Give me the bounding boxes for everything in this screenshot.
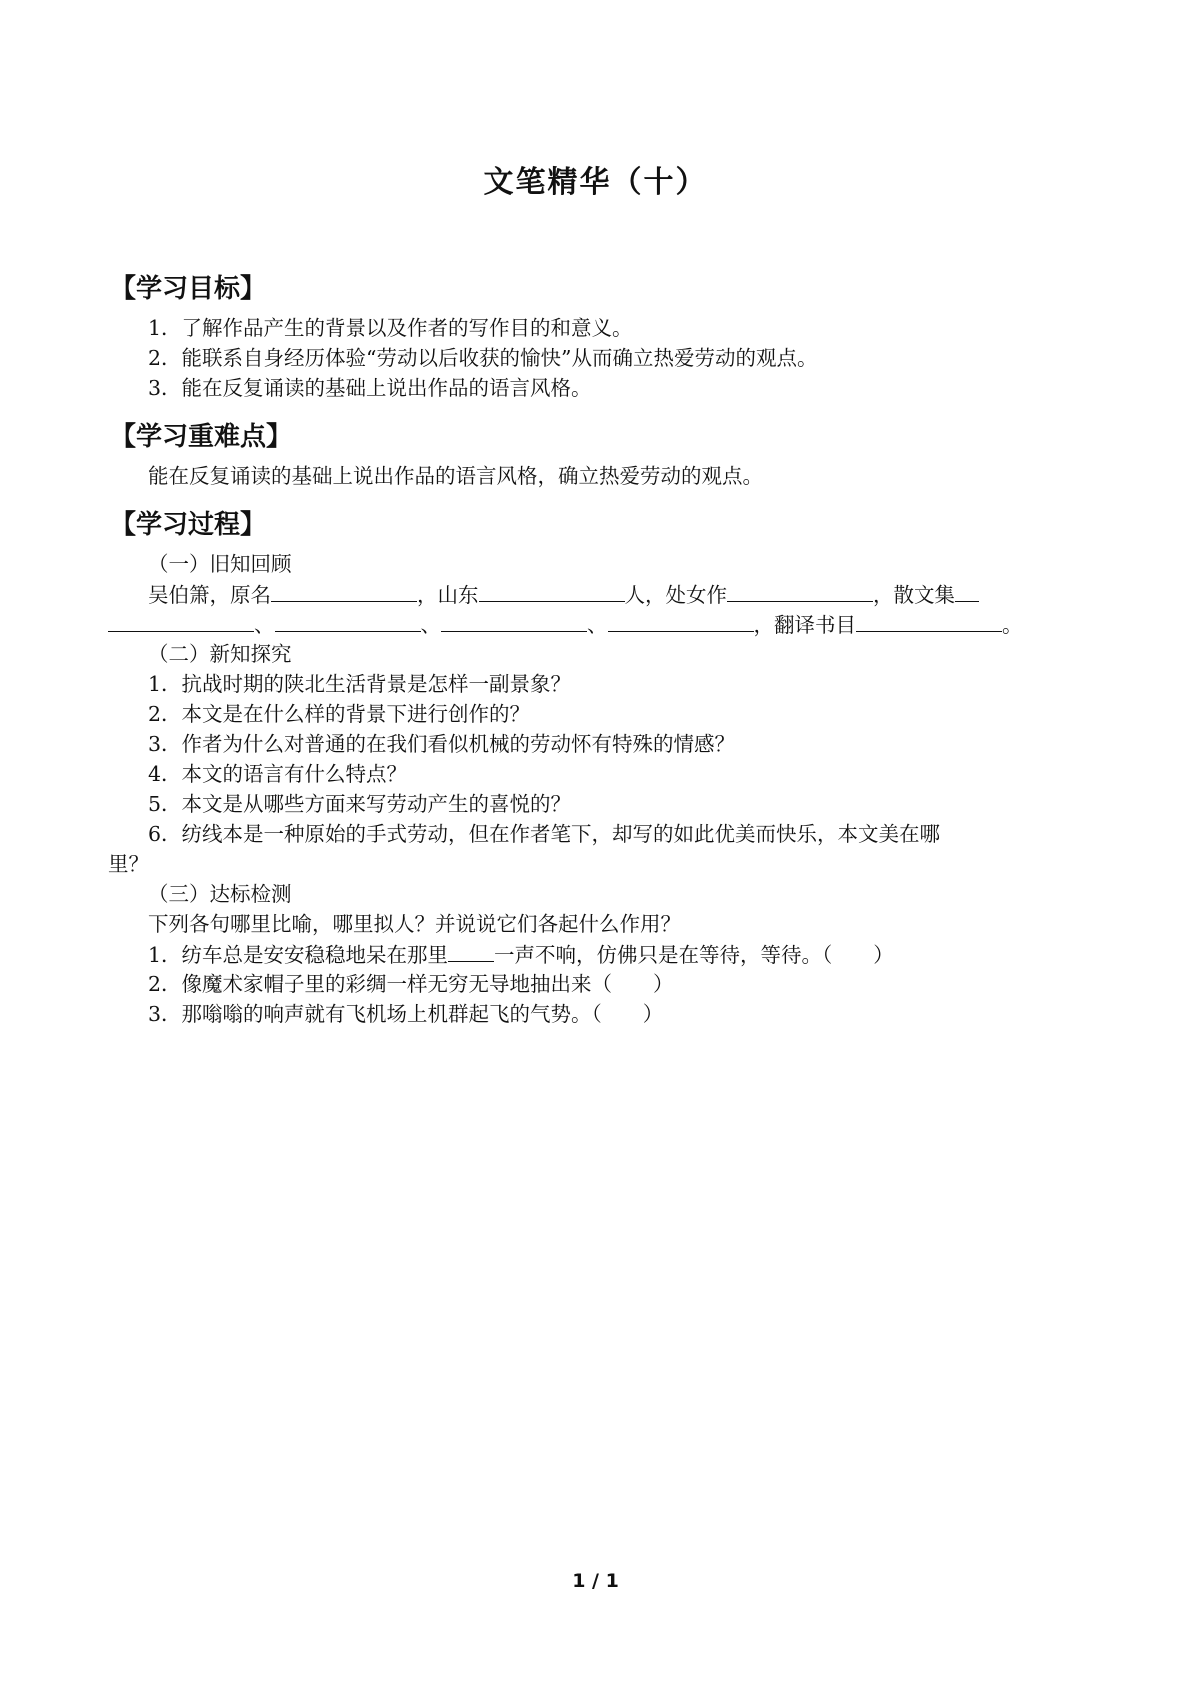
question-item-continued: 里？ bbox=[108, 852, 149, 876]
fill-blank[interactable] bbox=[275, 609, 421, 632]
objective-item: 1．了解作品产生的背景以及作者的写作目的和意义。 bbox=[148, 316, 633, 340]
fill-in-line-2 bbox=[108, 609, 1023, 640]
fill-blank[interactable] bbox=[448, 939, 494, 962]
test-item: 2．像魔术家帽子里的彩绸一样无穷无导地抽出来（ ） bbox=[148, 972, 674, 996]
fill-blank[interactable] bbox=[271, 579, 417, 602]
fill-text: 、 bbox=[587, 613, 608, 637]
test-text: 一声不响，仿佛只是在等待，等待。（ ） bbox=[494, 943, 894, 967]
fill-text: 吴伯箫，原名 bbox=[148, 583, 271, 607]
heading-key-points: 【学习重难点】 bbox=[110, 422, 293, 452]
fill-text: ，散文集 bbox=[873, 583, 955, 607]
heading-objectives: 【学习目标】 bbox=[110, 274, 267, 304]
question-item: 6．纺线本是一种原始的手式劳动，但在作者笔下，却写的如此优美而快乐，本文美在哪 bbox=[148, 822, 941, 846]
objective-item: 2．能联系自身经历体验“劳动以后收获的愉快”从而确立热爱劳动的观点。 bbox=[148, 346, 818, 370]
fill-text: ，山东 bbox=[417, 583, 479, 607]
question-item: 3．作者为什么对普通的在我们看似机械的劳动怀有特殊的情感？ bbox=[148, 732, 736, 756]
fill-text: 。 bbox=[1002, 613, 1023, 637]
fill-blank[interactable] bbox=[955, 579, 979, 602]
objective-item: 3．能在反复诵读的基础上说出作品的语言风格。 bbox=[148, 376, 592, 400]
question-item: 5．本文是从哪些方面来写劳动产生的喜悦的？ bbox=[148, 792, 572, 816]
page-title: 文笔精华（十） bbox=[483, 165, 708, 200]
part1-label: （一）旧知回顾 bbox=[148, 552, 292, 576]
fill-blank[interactable] bbox=[441, 609, 587, 632]
part3-label: （三）达标检测 bbox=[148, 882, 292, 906]
key-points-text: 能在反复诵读的基础上说出作品的语言风格，确立热爱劳动的观点。 bbox=[148, 464, 763, 488]
fill-text: ，翻译书目 bbox=[753, 613, 856, 637]
question-item: 2．本文是在什么样的背景下进行创作的？ bbox=[148, 702, 531, 726]
fill-blank[interactable] bbox=[856, 609, 1002, 632]
heading-process: 【学习过程】 bbox=[110, 510, 267, 540]
fill-in-line-1 bbox=[148, 579, 979, 610]
fill-blank[interactable] bbox=[727, 579, 873, 602]
question-item: 4．本文的语言有什么特点？ bbox=[148, 762, 408, 786]
page-number: 1 / 1 bbox=[572, 1570, 619, 1592]
test-item: 3．那嗡嗡的响声就有飞机场上机群起飞的气势。（ ） bbox=[148, 1002, 664, 1026]
fill-blank[interactable] bbox=[108, 609, 254, 632]
fill-text: 、 bbox=[420, 613, 441, 637]
fill-text: 、 bbox=[254, 613, 275, 637]
fill-blank[interactable] bbox=[608, 609, 754, 632]
fill-text: 人，处女作 bbox=[624, 583, 727, 607]
part3-intro: 下列各句哪里比喻，哪里拟人？并说说它们各起什么作用？ bbox=[148, 912, 681, 936]
test-item bbox=[148, 939, 894, 970]
question-item: 1．抗战时期的陕北生活背景是怎样一副景象？ bbox=[148, 672, 572, 696]
test-text: 1．纺车总是安安稳稳地呆在那里 bbox=[148, 943, 449, 967]
fill-blank[interactable] bbox=[479, 579, 625, 602]
part2-label: （二）新知探究 bbox=[148, 642, 292, 666]
